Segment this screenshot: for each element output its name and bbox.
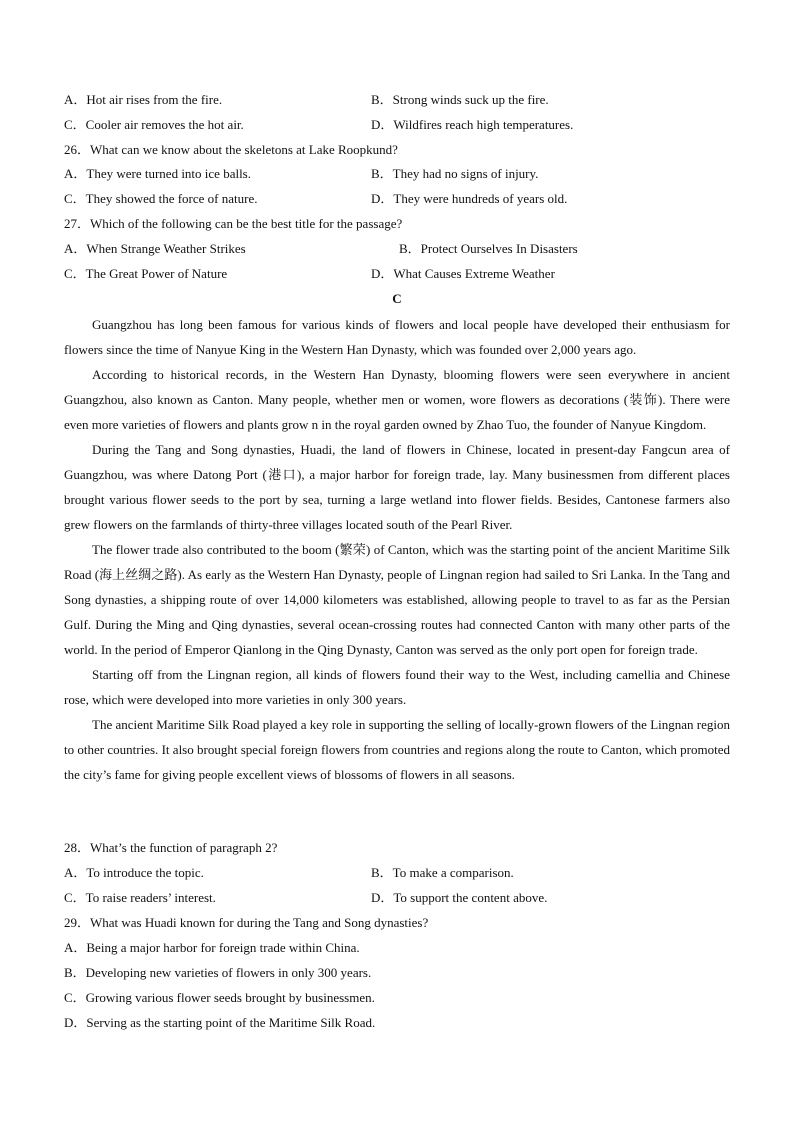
paragraph-5: Starting off from the Lingnan region, all kinds of flowers found their way to the West, including camellia and Chinese rose, which were developed into more varieties in only 300 years.: [64, 667, 730, 707]
q28-stem: 28．What’s the function of paragraph 2?: [64, 840, 278, 855]
q29-option-d: D．Serving as the starting point of the Maritime Silk Road.: [64, 1015, 376, 1030]
q26-option-c: C．They showed the force of nature.: [64, 191, 258, 206]
q25-option-c: C．Cooler air removes the hot air.: [64, 117, 244, 132]
q29-option-b: B．Developing new varieties of flowers in only 300 years.: [64, 965, 372, 980]
q27-stem: 27．Which of the following can be the best title for the passage?: [64, 216, 403, 231]
q29-option-a: A．Being a major harbor for foreign trade within China.: [64, 940, 360, 955]
q28-option-a: A．To introduce the topic.: [64, 865, 204, 880]
q25-option-d: D．Wildfires reach high temperatures.: [371, 117, 574, 132]
q26-option-d: D．They were hundreds of years old.: [371, 191, 568, 206]
q29-stem: 29．What was Huadi known for during the Tang and Song dynasties?: [64, 915, 429, 930]
paragraph-2: According to historical records, in the Western Han Dynasty, blooming flowers were seen everywhere in ancient Guangzhou, also known as Canton. Many people, whether men or women, wore flowers as decorations (装饰). There were even more varieties of flowers and plants grow n in the royal garden owned by Zhao Tuo, the founder of Nanyue Kingdom.: [64, 367, 730, 432]
q25-option-b: B．Strong winds suck up the fire.: [371, 92, 549, 107]
q29-option-c: C．Growing various flower seeds brought by businessmen.: [64, 990, 375, 1005]
paragraph-4: The flower trade also contributed to the boom (繁荣) of Canton, which was the starting point of the ancient Maritime Silk Road (海上丝绸之路). As early as the Western Han Dynasty, people of Lingnan region had sailed to Sri Lanka. In the Tang and Song dynasties, a shipping route of over 14,000 kilometers was established, allowing people to travel to as far as the Persian Gulf. During the Ming and Qing dynasties, several ocean-crossing routes had connected Canton with many other parts of the world. In the period of Emperor Qianlong in the Qing Dynasty, Canton was served as the only port open for foreign trade.: [64, 542, 730, 657]
section-heading: C: [392, 291, 402, 306]
q26-option-a: A．They were turned into ice balls.: [64, 166, 251, 181]
paragraph-6: The ancient Maritime Silk Road played a key role in supporting the selling of locally-grown flowers of the Lingnan region to other countries. It also brought special foreign flowers from countries and regions along the route to Canton, which promoted the city’s fame for giving people excellent views of blossoms of flowers in all seasons.: [64, 717, 730, 782]
q25-option-a: A．Hot air rises from the fire.: [64, 92, 223, 107]
q27-option-c: C．The Great Power of Nature: [64, 266, 228, 281]
q28-option-d: D．To support the content above.: [371, 890, 548, 905]
paragraph-1: Guangzhou has long been famous for various kinds of flowers and local people have developed their enthusiasm for flowers since the time of Nanyue King in the Western Han Dynasty, which was founded over 2,000 years ago.: [64, 317, 730, 357]
q28-option-c: C．To raise readers’ interest.: [64, 890, 216, 905]
q27-option-d: D．What Causes Extreme Weather: [371, 266, 555, 281]
q28-option-b: B．To make a comparison.: [371, 865, 514, 880]
paragraph-3: During the Tang and Song dynasties, Huadi, the land of flowers in Chinese, located in present-day Fangcun area of Guangzhou, was where Datong Port (港口), a major harbor for foreign trade, lay. Many businessmen from different places brought various flower seeds to the port by sea, turning a large wetland into flower fields. Besides, Cantonese farmers also grew flowers on the farmlands of thirty-three villages located south of the Pearl River.: [64, 442, 730, 532]
q26-stem: 26．What can we know about the skeletons at Lake Roopkund?: [64, 142, 398, 157]
passage: [64, 312, 730, 787]
q26-option-b: B．They had no signs of injury.: [371, 166, 539, 181]
q27-option-b: B．Protect Ourselves In Disasters: [399, 241, 578, 256]
q27-option-a: A．When Strange Weather Strikes: [64, 241, 246, 256]
